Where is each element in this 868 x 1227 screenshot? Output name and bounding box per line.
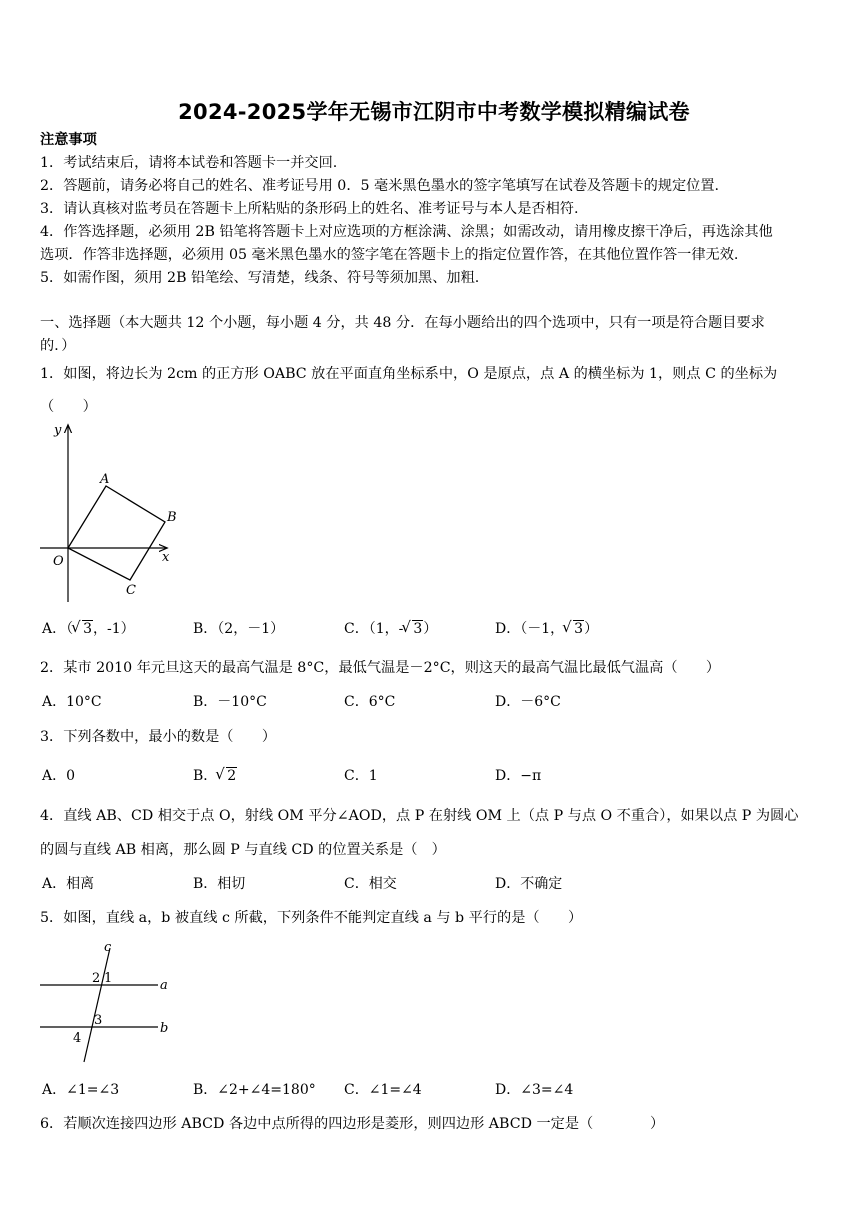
- q3-option-a[interactable]: A．0: [42, 768, 76, 784]
- q2-stem: 2．某市 2010 年元旦这天的最高气温是 8°C，最低气温是－2°C，则这天的最高气温比最低气温高（ ）: [40, 660, 721, 676]
- q1-option-b[interactable]: B．（2，－1）: [193, 621, 285, 637]
- label-b: b: [160, 1021, 169, 1036]
- angle-1-label: 1: [104, 971, 113, 986]
- q1-option-c[interactable]: C．（1，-√ 3）: [344, 619, 437, 639]
- q2-option-a[interactable]: A．10°C: [42, 694, 102, 710]
- q6-stem: 6．若顺次连接四边形 ABCD 各边中点所得的四边形是菱形，则四边形 ABCD 一定是（ ）: [40, 1116, 665, 1132]
- q3-option-d[interactable]: D．−π: [495, 768, 542, 784]
- q5-option-b[interactable]: B．∠2+∠4=180°: [193, 1082, 316, 1098]
- square-oabc: [68, 486, 165, 580]
- label-y: y: [54, 423, 62, 438]
- label-a: A: [100, 472, 110, 487]
- q4-option-a[interactable]: A．相离: [42, 876, 95, 892]
- q1-option-d[interactable]: D．（－1，√ 3）: [495, 619, 598, 639]
- label-a: a: [160, 978, 168, 993]
- notice-item: 3．请认真核对监考员在答题卡上所粘贴的条形码上的姓名、准考证号与本人是否相符.: [40, 201, 579, 217]
- section-heading-line2: 的．）: [40, 338, 76, 354]
- q2-option-b[interactable]: B．－10°C: [193, 694, 267, 710]
- sqrt-symbol: √ 3: [403, 619, 423, 639]
- q4-stem-line2: 的圆与直线 AB 相离，那么圆 P 与直线 CD 的位置关系是（ ）: [40, 842, 446, 858]
- angle-2-label: 2: [92, 971, 101, 986]
- label-c: C: [126, 583, 136, 598]
- q3-stem: 3．下列各数中，最小的数是（ ）: [40, 729, 277, 745]
- q4-stem-line1: 4．直线 AB、CD 相交于点 O，射线 OM 平分∠AOD，点 P 在射线 OM 上（点 P 与点 O 不重合），如果以点 P 为圆心: [40, 808, 799, 824]
- q1-option-a[interactable]: A．（√ 3，-1）: [42, 619, 135, 639]
- sqrt-symbol: √ 3: [73, 619, 93, 639]
- notice-item: 1．考试结束后，请将本试卷和答题卡一并交回.: [40, 155, 338, 171]
- angle-3-label: 3: [94, 1013, 103, 1028]
- notice-item: 选项．作答非选择题，必须用 05 毫米黑色墨水的签字笔在答题卡上的指定位置作答，在其他位置作答一律无效.: [40, 247, 739, 263]
- label-o: O: [53, 554, 64, 569]
- q2-option-c[interactable]: C．6°C: [344, 694, 396, 710]
- label-x: x: [162, 550, 170, 565]
- line-c: [84, 948, 113, 1062]
- q1-stem: 1．如图，将边长为 2cm 的正方形 OABC 放在平面直角坐标系中，O 是原点，点 A 的横坐标为 1，则点 C 的坐标为: [40, 366, 778, 382]
- q5-figure: [38, 938, 174, 1064]
- q5-option-a[interactable]: A．∠1=∠3: [42, 1082, 120, 1098]
- label-b: B: [167, 510, 177, 525]
- q5-stem: 5．如图，直线 a，b 被直线 c 所截，下列条件不能判定直线 a 与 b 平行的是（ ）: [40, 910, 583, 926]
- q4-option-b[interactable]: B．相切: [193, 876, 246, 892]
- angle-4-label: 4: [73, 1031, 82, 1046]
- q1-paren: （ ）: [40, 399, 97, 415]
- section-heading-line1: 一、选择题（本大题共 12 个小题，每小题 4 分，共 48 分．在每小题给出的四个选项中，只有一项是符合题目要求: [40, 315, 765, 331]
- notice-heading: 注意事项: [40, 132, 97, 148]
- q4-option-c[interactable]: C．相交: [344, 876, 397, 892]
- q5-option-c[interactable]: C．∠1=∠4: [344, 1082, 422, 1098]
- q3-option-b[interactable]: B．√ 2: [193, 766, 237, 786]
- notice-item: 5．如需作图，须用 2B 铅笔绘、写清楚，线条、符号等须加黑、加粗.: [40, 270, 480, 286]
- sqrt-symbol: √ 2: [217, 766, 237, 786]
- exam-title: 2024-2025学年无锡市江阴市中考数学模拟精编试卷: [178, 100, 690, 124]
- q3-option-c[interactable]: C．1: [344, 768, 378, 784]
- label-c: c: [104, 940, 112, 955]
- sqrt-symbol: √ 3: [564, 619, 584, 639]
- q4-option-d[interactable]: D．不确定: [495, 876, 563, 892]
- notice-item: 2．答题前，请务必将自己的姓名、准考证号用 0．5 毫米黑色墨水的签字笔填写在试卷及答题卡的规定位置.: [40, 178, 720, 194]
- q1-figure: [38, 420, 188, 605]
- q5-option-d[interactable]: D．∠3=∠4: [495, 1082, 574, 1098]
- notice-item: 4．作答选择题，必须用 2B 铅笔将答题卡上对应选项的方框涂满、涂黑；如需改动，请用橡皮擦干净后，再选涂其他: [40, 224, 773, 240]
- q2-option-d[interactable]: D．－6°C: [495, 694, 561, 710]
